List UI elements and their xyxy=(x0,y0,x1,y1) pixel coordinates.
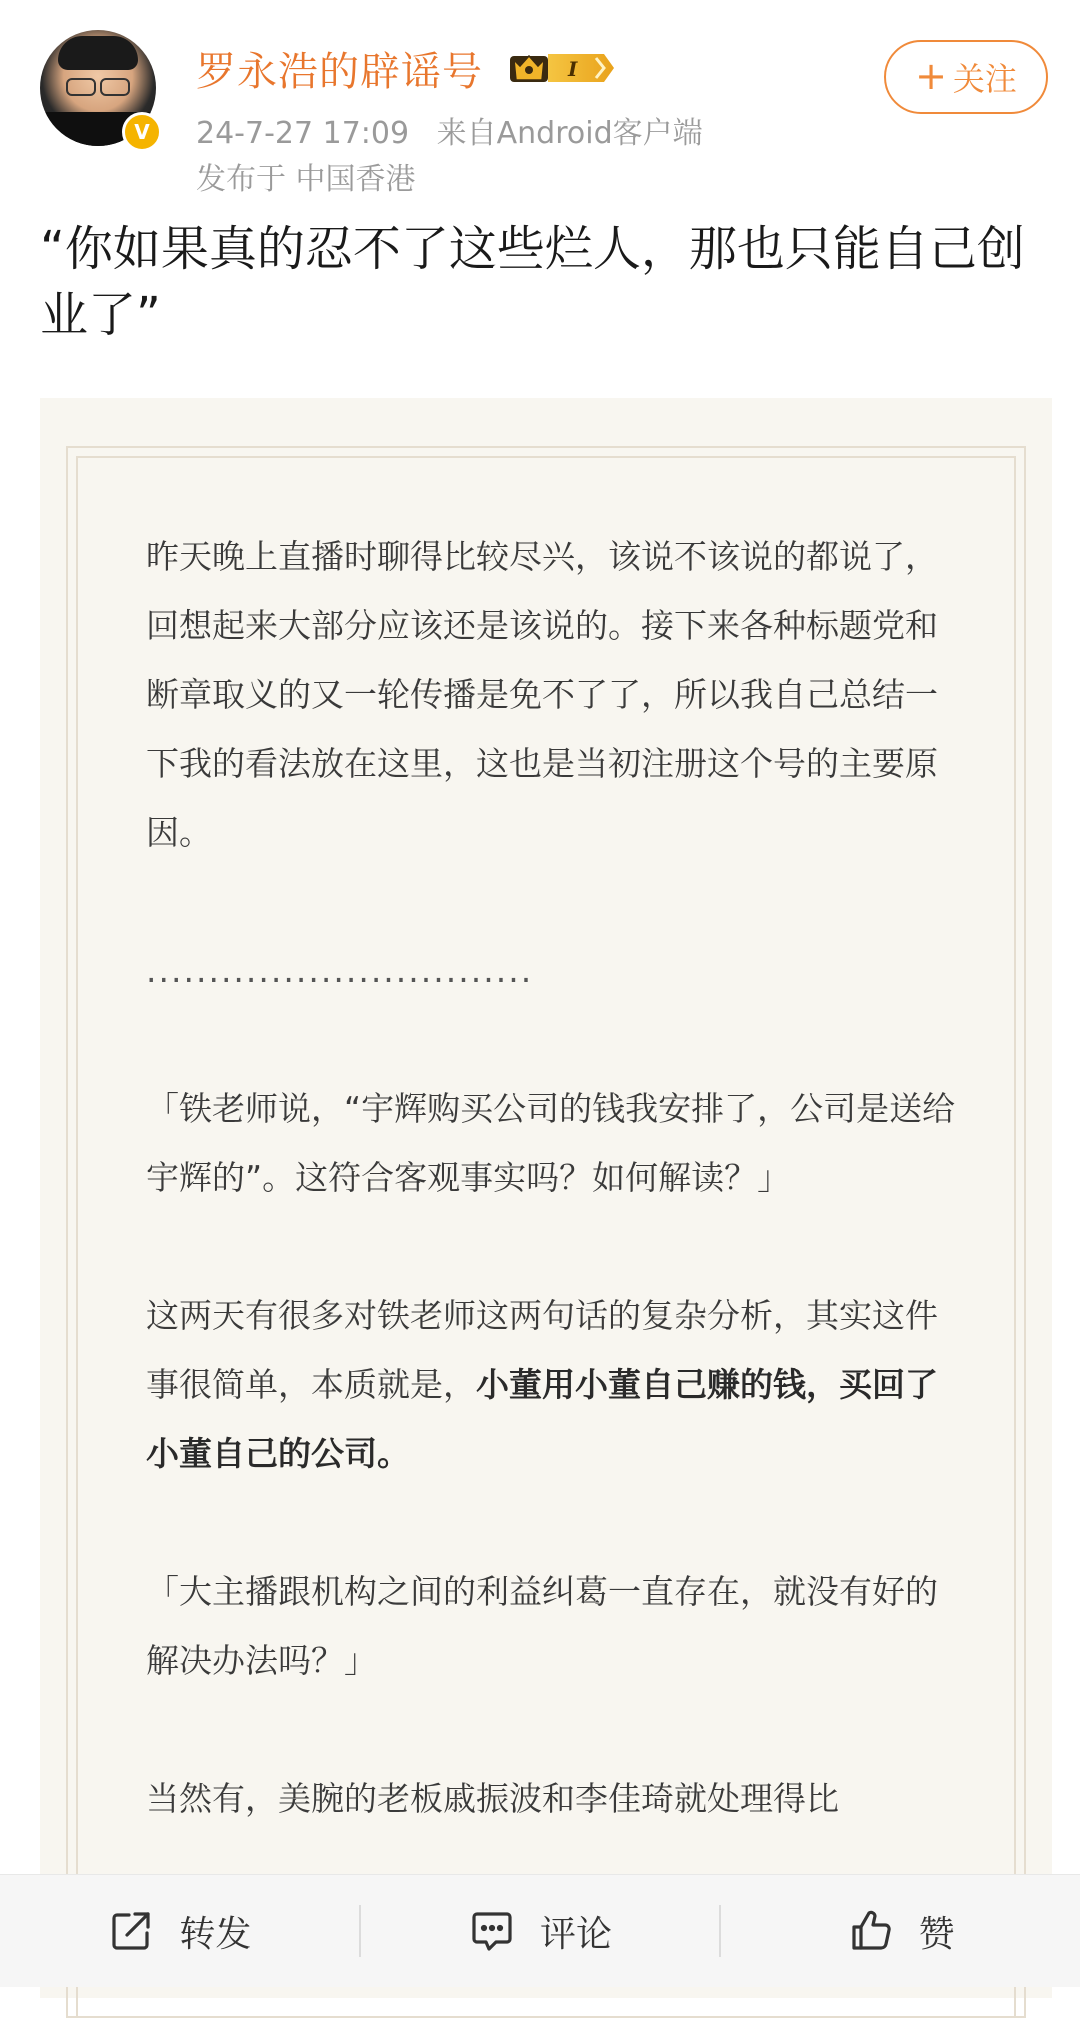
follow-label: 关注 xyxy=(952,60,1017,98)
follow-button[interactable] xyxy=(884,40,1048,114)
article-answer: 当然有，美腕的老板戚振波和李佳琦就处理得比 xyxy=(146,1779,839,1818)
username[interactable]: 罗永浩的辟谣号 xyxy=(196,49,483,95)
article-question: 「大主播跟机构之间的利益纠葛一直存在，就没有好的解决办法吗？」 xyxy=(146,1572,938,1680)
repost-label: 转发 xyxy=(179,1913,252,1955)
answer-plain-text: 这两天有很多对铁老师这两句话的复杂分析，其实这件事很简单，本质就是， xyxy=(146,1296,938,1404)
post-text: “你如果真的忍不了这些烂人，那也只能自己创业了” xyxy=(40,221,1025,343)
avatar-hair xyxy=(58,36,138,70)
vip-badge-icon[interactable] xyxy=(508,50,616,86)
post-meta xyxy=(196,108,703,152)
repost-icon xyxy=(107,1907,155,1955)
article-paragraph: 昨天晚上直播时聊得比较尽兴，该说不该说的都说了，回想起来大部分应该还是该说的。接下来各种标题党和断章取义的又一轮传播是免不了了，所以我自己总结一下我的看法放在这里，这也是当初注册这个号的主要原因。 xyxy=(146,537,938,852)
article-answer xyxy=(146,1281,966,1488)
thumbs-up-icon xyxy=(847,1907,895,1955)
article-separator: ............................... xyxy=(146,951,534,990)
comment-button[interactable] xyxy=(361,1875,720,1987)
article-question: 「铁老师说，“宇辉购买公司的钱我安排了，公司是送给宇辉的”。这符合客观事实吗？如何解读？」 xyxy=(146,1089,956,1197)
repost-button[interactable] xyxy=(0,1875,359,1987)
like-button[interactable] xyxy=(721,1875,1080,1987)
comment-icon xyxy=(468,1907,516,1955)
plus-icon: + xyxy=(915,53,947,98)
post-timestamp: 24-7-27 17:09 xyxy=(196,116,410,151)
answer-bold-text: 小董用小董自己赚的钱，买回了小董自己的公司。 xyxy=(146,1365,938,1473)
avatar-glasses xyxy=(66,78,130,94)
action-bar xyxy=(0,1874,1080,1987)
comment-label: 评论 xyxy=(540,1913,613,1955)
post-source: 来自Android客户端 xyxy=(436,116,703,151)
article-image[interactable] xyxy=(40,398,1052,1998)
post-location: 发布于 中国香港 xyxy=(196,162,416,197)
verified-icon: V xyxy=(122,112,162,152)
vip-level-text: I xyxy=(568,57,578,81)
article-body xyxy=(146,522,966,1833)
like-label: 赞 xyxy=(918,1913,955,1955)
